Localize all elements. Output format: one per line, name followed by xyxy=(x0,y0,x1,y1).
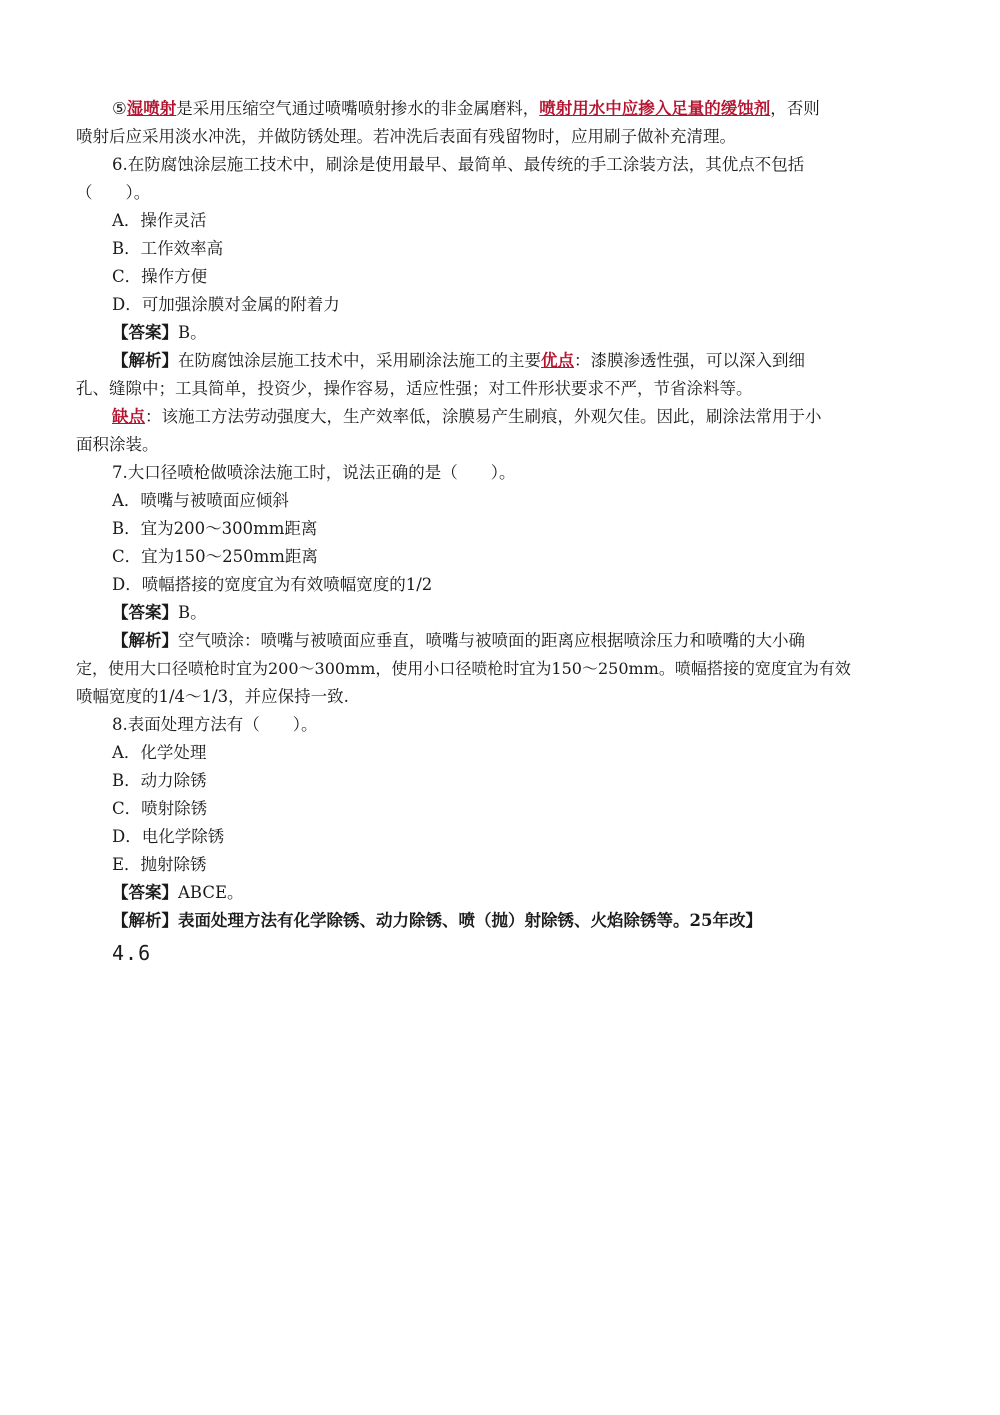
question-7-analysis-line1 xyxy=(76,627,922,655)
question-6-option-a: A．操作灵活 xyxy=(112,211,207,230)
page-footer-number: 4.6 xyxy=(112,941,152,965)
answer-label: 【答案】 xyxy=(112,323,178,342)
analysis-label: 【解析】 xyxy=(112,351,178,370)
para-text: 是采用压缩空气通过喷嘴喷射掺水的非金属磨料， xyxy=(176,99,540,118)
emphasis-disadvantage: 缺点 xyxy=(112,407,145,426)
question-8-stem: 8.表面处理方法有（ ）。 xyxy=(112,715,318,734)
question-8-option-b: B．动力除锈 xyxy=(112,771,207,790)
answer-label: 【答案】 xyxy=(112,603,178,622)
analysis-text: 空气喷涂：喷嘴与被喷面应垂直，喷嘴与被喷面的距离应根据喷涂压力和喷嘴的大小确 xyxy=(178,631,805,650)
question-8-option-e: E．抛射除锈 xyxy=(112,855,207,874)
question-6-option-d: D．可加强涂膜对金属的附着力 xyxy=(112,295,340,314)
analysis-label: 【解析】 xyxy=(112,911,178,930)
answer-value: ABCE。 xyxy=(178,883,244,902)
question-7-analysis-line2: 定，使用大口径喷枪时宜为200～300mm，使用小口径喷枪时宜为150～250mm。喷幅搭接的宽度宜为有效 xyxy=(76,659,851,678)
question-6-analysis-line4: 面积涂装。 xyxy=(76,435,159,454)
emphasis-advantage: 优点 xyxy=(541,351,574,370)
analysis-text: ：该施工方法劳动强度大，生产效率低，涂膜易产生刷痕，外观欠佳。因此，刷涂法常用于小 xyxy=(145,407,822,426)
question-8-option-d: D．电化学除锈 xyxy=(112,827,225,846)
question-8-option-c: C．喷射除锈 xyxy=(112,799,208,818)
analysis-text: 表面处理方法有化学除锈、动力除锈、喷（抛）射除锈、火焰除锈等。25年改】 xyxy=(178,911,762,930)
question-8-answer xyxy=(76,879,922,907)
answer-value: B。 xyxy=(178,323,207,342)
question-6-stem-cont: （ ）。 xyxy=(76,183,151,202)
circled-number-5: ⑤ xyxy=(112,99,127,118)
question-6-analysis-line1 xyxy=(76,347,922,375)
para-wet-blasting-line1 xyxy=(76,95,922,123)
analysis-label: 【解析】 xyxy=(112,631,178,650)
question-7-option-c: C．宜为150～250mm距离 xyxy=(112,547,318,566)
question-6-analysis-line3 xyxy=(76,403,922,431)
question-7-answer xyxy=(76,599,922,627)
question-8-analysis xyxy=(76,907,922,935)
answer-value: B。 xyxy=(178,603,207,622)
question-7-option-d: D．喷幅搭接的宽度宜为有效喷幅宽度的1/2 xyxy=(112,575,433,594)
para-text: ，否则 xyxy=(770,99,820,118)
analysis-text: 在防腐蚀涂层施工技术中，采用刷涂法施工的主要 xyxy=(178,351,541,370)
para-wet-blasting-line2: 喷射后应采用淡水冲洗，并做防锈处理。若冲洗后表面有残留物时，应用刷子做补充清理。 xyxy=(76,127,736,146)
question-6-option-c: C．操作方便 xyxy=(112,267,208,286)
analysis-text: ：漆膜渗透性强，可以深入到细 xyxy=(574,351,805,370)
question-6-answer xyxy=(76,319,922,347)
question-6-option-b: B．工作效率高 xyxy=(112,239,224,258)
question-7-option-a: A．喷嘴与被喷面应倾斜 xyxy=(112,491,289,510)
term-wet-blasting: 湿喷射 xyxy=(126,99,177,118)
question-7-stem: 7.大口径喷枪做喷涂法施工时，说法正确的是（ ）。 xyxy=(112,463,516,482)
question-8-option-a: A．化学处理 xyxy=(112,743,207,762)
question-6-stem: 6.在防腐蚀涂层施工技术中，刷涂是使用最早、最简单、最传统的手工涂装方法，其优点不包括 xyxy=(112,155,805,174)
question-6-analysis-line2: 孔、缝隙中；工具简单，投资少，操作容易，适应性强；对工件形状要求不严，节省涂料等。 xyxy=(76,379,753,398)
question-7-analysis-line3: 喷幅宽度的1/4～1/3，并应保持一致. xyxy=(76,687,349,706)
answer-label: 【答案】 xyxy=(112,883,178,902)
document-page xyxy=(76,95,922,965)
emphasis-inhibitor: 喷射用水中应掺入足量的缓蚀剂 xyxy=(539,99,771,118)
question-7-option-b: B．宜为200～300mm距离 xyxy=(112,519,318,538)
